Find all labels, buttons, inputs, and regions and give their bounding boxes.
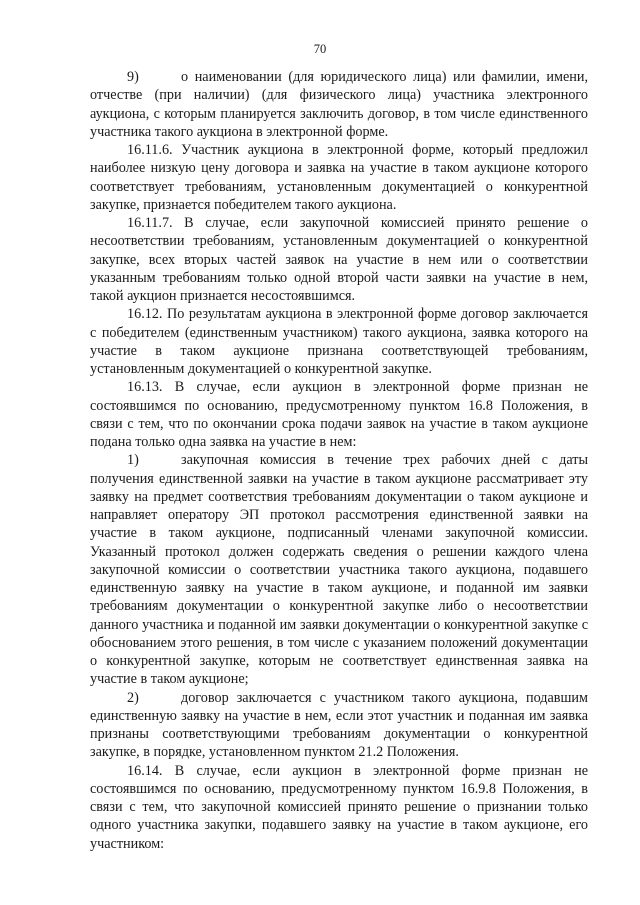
list-item-2 — [90, 689, 588, 762]
list-item-1 — [90, 451, 588, 688]
clause-16-11-7: 16.11.7. В случае, если закупочной комиссией принято решение о несоответствии требованиям, установленным документацией о конкурентной закупке, всех вторых частей заявок на участие в нем или о соответствии указанным требованиям только одной второй части заявки на участие в нем, такой аукцион признается несостоявшимся. — [90, 215, 588, 304]
clause-16-14: 16.14. В случае, если аукцион в электронной форме признан не состоявшимся по основанию, предусмотренному пунктом 16.9.8 Положения, в связи с тем, что закупочной комиссией принято решение о признании только одного участника закупки, подавшего заявку на участие в таком аукционе, его участником: — [90, 762, 588, 852]
page-number: 70 — [313, 42, 327, 56]
clause-16-11-6: 16.11.6. Участник аукциона в электронной форме, который предложил наиболее низкую цену договора и заявка на участие в таком аукционе которого соответствует требованиям, установленным документацией о конкурентной закупке, признается победителем такого аукциона. — [90, 142, 588, 213]
clause-16-13: 16.13. В случае, если аукцион в электронной форме признан не состоявшимся по основанию, предусмотренному пунктом 16.8 Положения, в связи с тем, что по окончании срока подачи заявок на участие в таком аукционе подана только одна заявка на участие в нем: — [90, 379, 588, 450]
document-body — [90, 68, 588, 853]
list-item-text: о наименовании (для юридического лица) или фамилии, имени, отчестве (при наличии) (для физического лица) участника электронного аукциона, с которым планируется заключить договор, в том числе единственного участника такого аукциона в электронной форме. — [90, 69, 588, 140]
list-item-text: договор заключается с участником такого аукциона, подавшим единственную заявку на участие в нем, если этот участник и поданная им заявка признаны соответствующими требованиям документации о конкурентной закупке, в порядке, установленном пунктом 21.2 Положения. — [90, 689, 588, 761]
list-marker: 9) — [127, 69, 139, 85]
list-marker: 2) — [127, 689, 139, 706]
clause-16-12: 16.12. По результатам аукциона в электронной форме договор заключается с победителем (единственным участником) такого аукциона, заявка которого на участие в таком аукционе признана соответствующей требованиям, установленным документацией о конкурентной закупке. — [90, 306, 588, 377]
list-item-9 — [90, 68, 588, 141]
list-item-text: закупочная комиссия в течение трех рабочих дней с даты получения единственной заявки на участие в таком аукционе рассматривает эту заявку на предмет соответствия требованиям документации о таком аукционе и направляет оператору ЭП протокол рассмотрения единственной заявки на участие в таком аукционе, подписанный членами закупочной комиссии. Указанный протокол должен содержать сведения о решении каждого члена закупочной комиссии о соответствии участника такого аукциона, подавшего единственную заявку на участие в таком аукционе, и поданной им заявки требованиям документации о конкурентной закупке либо о несоответствии данного участника и поданной им заявки документации о конкурентной закупке с обоснованием этого решения, в том числе с указанием положений документации о конкурентной закупке, которым не соответствует единственная заявка на участие в таком аукционе; — [90, 452, 588, 688]
list-marker: 1) — [127, 452, 139, 469]
